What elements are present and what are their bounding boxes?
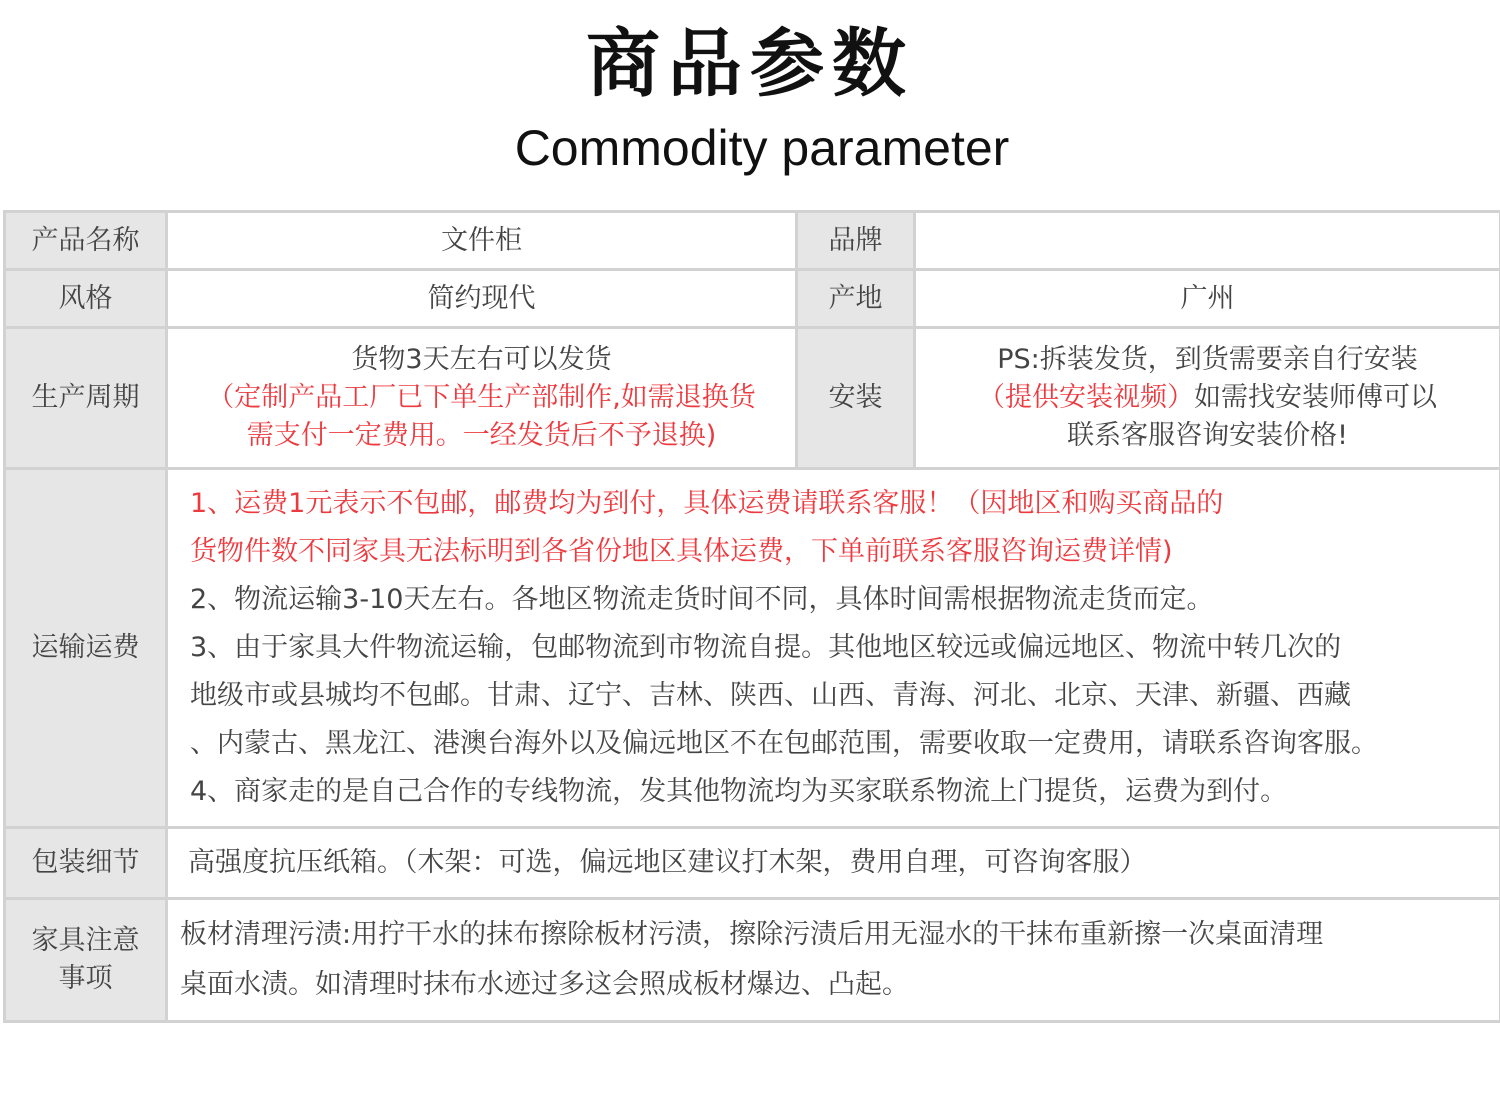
parameter-table	[3, 210, 1500, 1023]
label-packing: 包装细节	[5, 828, 167, 899]
shipping-line: 3、由于家具大件物流运输，包邮物流到市物流自提。其他地区较远或偏远地区、物流中转几次的	[190, 632, 1342, 663]
label-shipping: 运输运费	[5, 469, 167, 828]
label-style: 风格	[5, 270, 167, 328]
install-line: 联系客服咨询安装价格!	[1067, 420, 1348, 451]
value-care	[167, 899, 1500, 1022]
value-product-name: 文件柜	[167, 212, 797, 270]
value-shipping	[167, 469, 1500, 828]
shipping-line: 2、物流运输3-10天左右。各地区物流走货时间不同，具体时间需根据物流走货而定。	[190, 584, 1214, 615]
label-brand: 品牌	[797, 212, 915, 270]
value-installation	[915, 328, 1500, 469]
label-product-name: 产品名称	[5, 212, 167, 270]
label-care	[5, 899, 167, 1022]
install-line	[916, 379, 1499, 417]
care-line: 板材清理污渍:用拧干水的抹布擦除板材污渍，擦除污渍后用无湿水的干抹布重新擦一次桌面清理	[180, 919, 1324, 950]
table-row	[5, 270, 1500, 328]
cycle-line-red: （定制产品工厂已下单生产部制作,如需退换货	[207, 382, 756, 413]
value-origin: 广州	[915, 270, 1500, 328]
shipping-line: 4、商家走的是自己合作的专线物流，发其他物流均为买家联系物流上门提货，运费为到付。	[190, 776, 1288, 807]
page-title: 商品参数	[586, 21, 914, 107]
label-installation: 安装	[797, 328, 915, 469]
cycle-line-red: 需支付一定费用。一经发货后不予退换)	[246, 420, 717, 451]
page-subtitle: Commodity parameter	[514, 120, 1010, 176]
cycle-line: 货物3天左右可以发货	[351, 344, 612, 375]
install-line: PS:拆装发货，到货需要亲自行安装	[997, 344, 1418, 375]
care-label-line: 事项	[58, 963, 113, 994]
install-line-rest: 如需找安装师傅可以	[1194, 382, 1437, 413]
table-row	[5, 328, 1500, 469]
shipping-line: 、内蒙古、黑龙江、港澳台海外以及偏远地区不在包邮范围，需要收取一定费用，请联系咨询客服。	[190, 728, 1378, 759]
table-row	[5, 828, 1500, 899]
label-origin: 产地	[797, 270, 915, 328]
value-packing: 高强度抗压纸箱。（木架：可选，偏远地区建议打木架，费用自理，可咨询客服）	[167, 828, 1500, 899]
label-production-cycle: 生产周期	[5, 328, 167, 469]
value-brand	[915, 212, 1500, 270]
care-label-line: 家具注意	[31, 925, 140, 956]
install-video-note: （提供安装视频）	[978, 382, 1194, 413]
table-row	[5, 469, 1500, 828]
table-row	[5, 899, 1500, 1022]
table-row	[5, 212, 1500, 270]
value-production-cycle	[167, 328, 797, 469]
care-line: 桌面水渍。如清理时抹布水迹过多这会照成板材爆边、凸起。	[180, 969, 909, 1000]
shipping-line-red: 1、运费1元表示不包邮，邮费均为到付，具体运费请联系客服！（因地区和购买商品的	[190, 488, 1224, 519]
shipping-line-red: 货物件数不同家具无法标明到各省份地区具体运费，下单前联系客服咨询运费详情)	[190, 536, 1173, 567]
shipping-line: 地级市或县城均不包邮。甘肃、辽宁、吉林、陕西、山西、青海、河北、北京、天津、新疆、西藏	[190, 680, 1351, 711]
value-style: 简约现代	[167, 270, 797, 328]
